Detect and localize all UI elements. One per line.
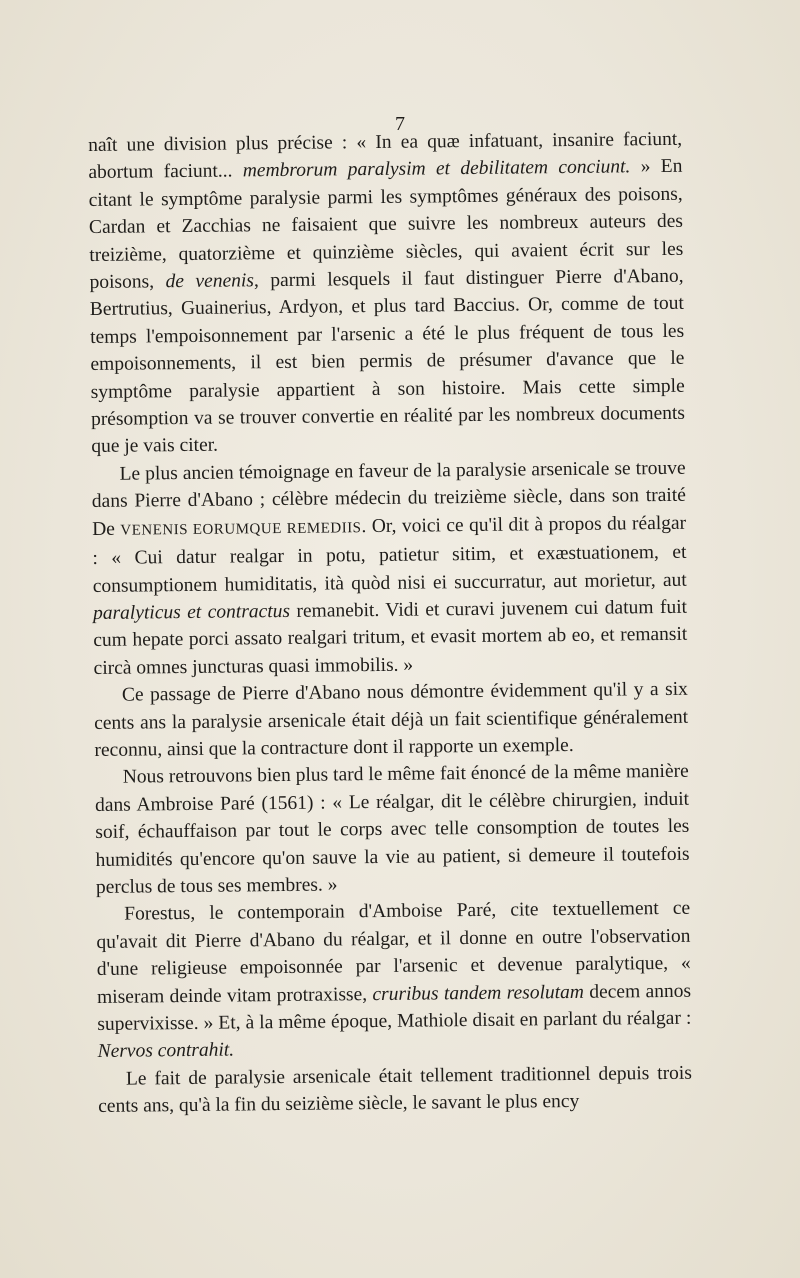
paragraph — [98, 1060, 693, 1121]
paragraph — [95, 758, 690, 901]
text-segment: de venenis — [165, 270, 255, 293]
text-segment: , parmi lesquels il faut distinguer Pierre d'Abano, Bertrutius, Guainerius, Ardyon, et plus tard Baccius. Or, comme de tout temps l'empoisonnement par l'arsenic a été le plus fréquent de tous les empoisonnements, il est bien permis de présumer d'avance que le symptôme paralysie appartient à son histoire. Mais cette simple présomption va se trouver convertie en réalité par les nombreux documents que je vais citer. — [89, 265, 686, 458]
text-segment: Forestus, le contemporain d'Amboise Paré, cite textuellement ce qu'avait dit Pierre d'Abano du réalgar, et il donne en outre l'observation d'une religieuse empoisonnée par l'arsenic et devenue paralytique, « miseram deinde vitam protraxisse, — [96, 898, 691, 1008]
page-number: 7 — [395, 113, 405, 135]
text-segment: naît une division plus précise : « In ea quæ infatuant, insanire faciunt, abortum faciunt... — [88, 128, 683, 184]
text-segment: Ce passage de Pierre d'Abano nous démontre évidemment qu'il y a six cents ans la paralysie arsenicale était déjà un fait scientifique généralement reconnu, ainsi que la contracture dont il rapporte un exemple. — [94, 678, 689, 761]
text-segment: cruribus tandem resolutam — [372, 981, 585, 1005]
text-segment: VENENIS EORUMQUE REMEDIIS — [120, 519, 362, 539]
text-segment: » En citant le symptôme paralysie parmi les symptômes généraux des poisons, Cardan et Zacchias ne faisaient que suivre les nombreux auteurs des treizième, quatorzième et quinzième siècles, qui avaient écrit sur les poisons, — [88, 156, 684, 294]
paragraph — [88, 126, 685, 461]
text-segment: . Or, voici ce qu'il dit à propos du réalgar : « Cui datur realgar in potu, patietur sitim, et exæstuationem, et consumptionem humiditatis, ità quòd nisi ei succurratur, aut morietur, aut — [92, 512, 687, 597]
text-segment: paralyticus et contractus — [92, 600, 291, 624]
text-segment: remanebit. Vidi et curavi juvenem cui datum fuit cum hepate porci assato realgari tritum, et evasit mortem ab eo, et remansit circà omnes juncturas quasi immobilis. » — [93, 596, 688, 679]
text-segment: decem annos supervixisse. » Et, à la même époque, Mathiole disait en parlant du réalgar : — [97, 980, 692, 1035]
paragraph — [91, 455, 687, 682]
paragraph — [96, 895, 692, 1066]
paragraph — [94, 676, 689, 764]
text-segment: Nervos contrahit. — [97, 1039, 235, 1063]
text-segment: Nous retrouvons bien plus tard le même fait énoncé de la même manière dans Ambroise Paré (1561) : « Le réalgar, dit le célèbre chirurgien, induit soif, échauffaison par tout le corps avec telle consomption de toutes les humidités qu'encore qu'on sauve la vie au patient, si demeure il toutefois perclus de tous ses membres. » — [94, 761, 690, 898]
text-segment: Le fait de paralysie arsenicale était tellement traditionnel depuis trois cents ans, qu'à la fin du seizième siècle, le savant le plus ency — [98, 1062, 692, 1118]
text-segment: De — [92, 518, 121, 540]
body-text — [88, 126, 692, 1121]
text-segment: Le plus ancien témoignage en faveur de la paralysie arsenicale se trouve dans Pierre d'Abano ; célèbre médecin du treizième siècle, dans son traité — [91, 457, 686, 513]
text-segment: membrorum paralysim et debilitatem conciunt. — [242, 156, 631, 182]
